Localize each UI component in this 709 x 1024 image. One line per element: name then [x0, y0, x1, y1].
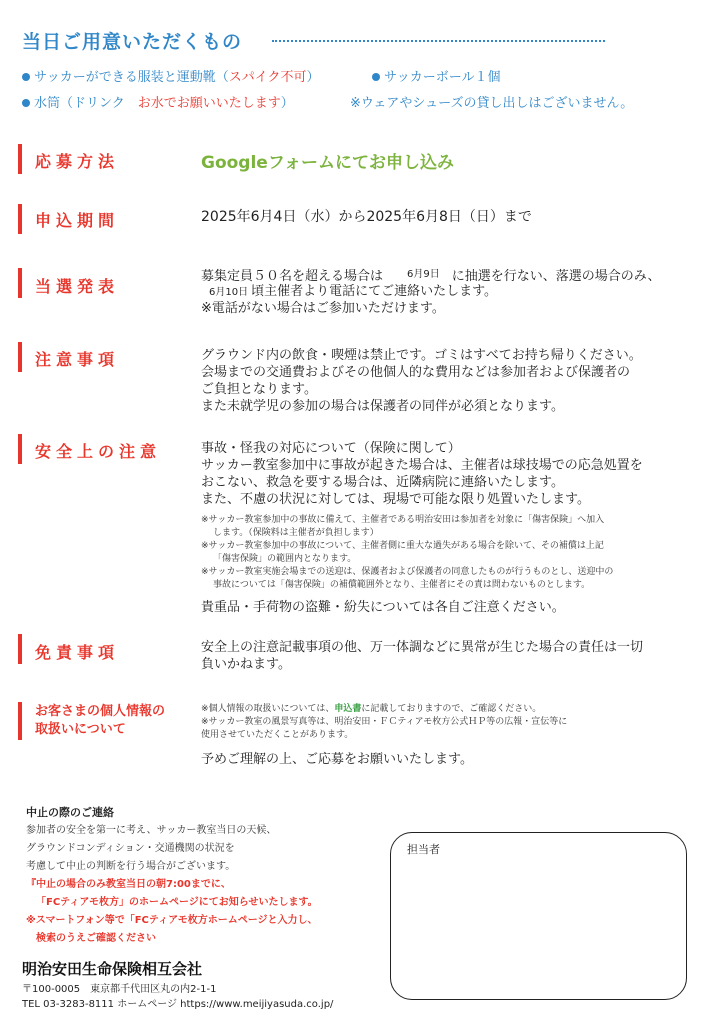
valuables-note: 貴重品・手荷物の盗難・紛失については各自ご注意ください。: [201, 600, 565, 615]
staff-label: 担当者: [407, 843, 440, 856]
safety-note: 事故については「傷害保険」の補償範囲外となり、主催者にその責は問わないものとします。: [213, 580, 591, 590]
disclaimer-line: 安全上の注意記載事項の他、万一体調などに異常が生じた場合の責任は一切: [201, 640, 644, 655]
section-marker: [18, 342, 22, 372]
bullet-icon: [372, 73, 380, 81]
safety-note: 「傷害保険」の範囲内となります。: [213, 554, 357, 564]
privacy-closing: 予めご理解の上、ご応募をお願いいたします。: [201, 752, 473, 767]
apply-method: Googleフォームにてお申し込み: [201, 153, 454, 173]
privacy-note: 使用させていただくことがあります。: [201, 730, 354, 740]
cancel-line: 考慮して中止の判断を行う場合がございます。: [26, 861, 236, 872]
safety-line: 事故・怪我の対応について（保険に関して）: [201, 441, 461, 456]
section-marker: [18, 634, 22, 664]
cancel-line: 参加者の安全を第一に考え、サッカー教室当日の天候、: [26, 825, 277, 836]
company-address: 〒100-0005 東京都千代田区丸の内2-1-1: [22, 984, 217, 995]
section-label-apply: 応募方法: [35, 152, 120, 171]
section-label-notes: 注意事項: [35, 350, 120, 369]
company-contact: TEL 03-3283-8111 ホームページ https://www.meijiyasuda.co.jp/: [22, 999, 334, 1010]
staff-box: [390, 832, 687, 1000]
section-label-result: 当選発表: [35, 277, 120, 296]
bullet-icon: [22, 99, 30, 107]
rental-note: ※ウェアやシューズの貸し出しはございません。: [350, 96, 634, 111]
bring-item-clothes: サッカーができる服装と運動靴（スパイク不可）: [22, 66, 320, 85]
company-name: 明治安田生命保険相互会社: [22, 960, 203, 978]
section-label-privacy: お客さまの個人情報の 取扱いについて: [35, 704, 166, 737]
safety-note: します。（保険料は主催者が負担します）: [213, 528, 379, 538]
privacy-note: ※サッカー教室の風景写真等は、明治安田・ＦＣティアモ枚方公式ＨＰ等の広報・宣伝等に: [201, 717, 568, 727]
safety-note: ※サッカー教室参加中の事故について、主催者側に重大な過失がある場合を除いて、その補償は上記: [201, 541, 604, 551]
cancel-title: 中止の際のご連絡: [26, 806, 114, 819]
title-divider: [272, 40, 605, 42]
section-marker: [18, 144, 22, 174]
cancel-line: グラウンドコンディション・交通機関の状況を: [26, 843, 235, 854]
apply-period: 2025年6月4日（水）から2025年6月8日（日）まで: [201, 209, 532, 225]
notes-line: ご負担となります。: [201, 382, 317, 397]
section-marker: [18, 268, 22, 298]
notes-line: グラウンド内の飲食・喫煙は禁止です。ゴミはすべてお持ち帰りください。: [201, 348, 642, 363]
safety-line: サッカー教室参加中に事故が起きた場合は、主催者は球技場での応急処置を: [201, 458, 643, 473]
disclaimer-line: 負いかねます。: [201, 657, 291, 672]
bring-item-water: 水筒（ドリンク お水でお願いいたします）: [22, 92, 294, 111]
page-title: 当日ご用意いただくもの: [22, 31, 243, 53]
safety-note: ※サッカー教室参加中の事故に備えて、主催者である明治安田は参加者を対象に「傷害保険」へ加入: [201, 515, 605, 525]
bring-item-ball: サッカーボール１個: [372, 66, 500, 85]
section-label-period: 申込期間: [35, 211, 120, 230]
bullet-icon: [22, 73, 30, 81]
cancel-red-line: 『中止の場合のみ教室当日の朝7:00までに、: [26, 879, 231, 890]
result-line-1: 募集定員５０名を超える場合は $^{6月9日}$ に抽選を行ない、落選の場合のみ、: [201, 269, 661, 284]
safety-line: また、不慮の状況に対しては、現場で可能な限り処置いたします。: [201, 492, 590, 507]
result-note: ※電話がない場合はご参加いただけます。: [201, 301, 445, 316]
section-marker: [18, 434, 22, 464]
cancel-red-line: 「FCティアモ枚方」のホームページにてお知らせいたします。: [36, 897, 318, 908]
section-label-disclaimer: 免責事項: [35, 643, 120, 662]
section-label-safety: 安全上の注意: [35, 442, 162, 461]
section-marker: [18, 702, 22, 740]
safety-line: おこない、救急を要する場合は、近隣病院に連絡いたします。: [201, 475, 564, 490]
cancel-red-line: 検索のうえご確認ください: [36, 933, 156, 944]
notes-line: また未就学児の参加の場合は保護者の同伴が必須となります。: [201, 399, 564, 414]
section-marker: [18, 204, 22, 234]
privacy-note: ※個人情報の取扱いについては、申込書に記載しておりますので、ご確認ください。: [201, 704, 542, 714]
cancel-red-line: ※スマートフォン等で「FCティアモ枚方ホームページと入力し、: [26, 915, 318, 926]
notes-line: 会場までの交通費およびその他個人的な費用などは参加者および保護者の: [201, 365, 631, 380]
safety-note: ※サッカー教室実施会場までの送迎は、保護者および保護者の同意したものが行うものとし、送迎中の: [201, 567, 614, 577]
result-line-2: 6月10日 頃主催者より電話にてご連絡いたします。: [209, 284, 498, 299]
